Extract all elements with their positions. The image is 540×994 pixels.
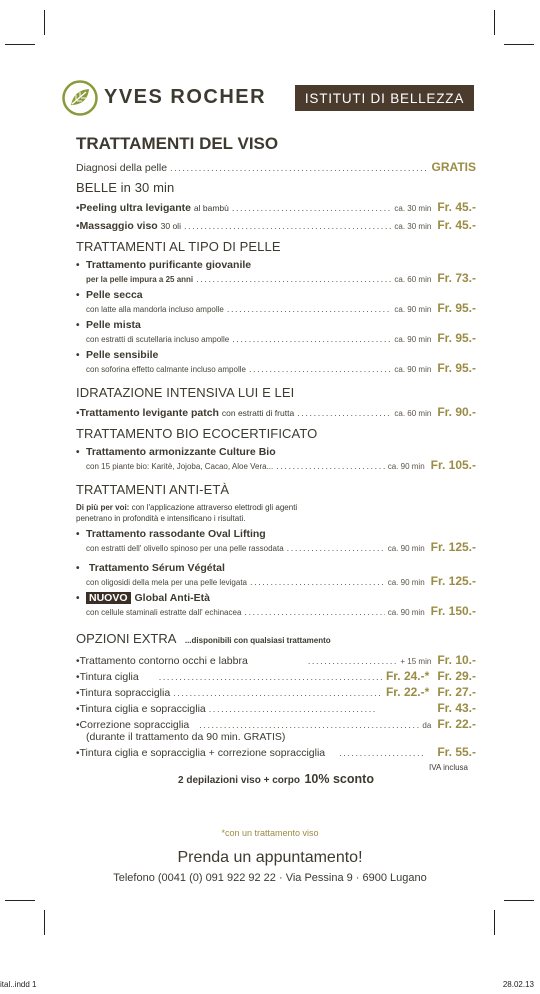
crop-mark-top-right-v	[494, 10, 495, 35]
section-title-opzioni: OPZIONI EXTRA ...disponibili con qualsiasi trattamento	[76, 631, 331, 646]
opzione-item: • Tintura ciglia e sopracciglia ..... Fr. 43.-	[76, 701, 476, 715]
item-price: Fr. 125.-	[430, 574, 476, 588]
leader-dots	[232, 334, 391, 345]
item-sub: con estratti dell' olivello spinoso per una pelle rassodata	[86, 544, 284, 553]
tipo-item	[76, 259, 476, 285]
antieta-item	[76, 528, 476, 554]
leader-dots	[196, 274, 391, 285]
item-price: Fr. 95.-	[437, 331, 476, 345]
crop-mark-top-left-h	[5, 44, 35, 45]
brand-name: YVES ROCHER	[104, 86, 267, 108]
item-name: • Trattamento rassodante Oval Lifting	[76, 528, 266, 540]
item-price: Fr. 95.-	[437, 361, 476, 375]
item-name: Peeling ultra levigante al bambù	[79, 202, 229, 214]
item-duration: ca. 30 min	[394, 222, 432, 231]
item-duration: ca. 90 min	[394, 335, 432, 344]
diagnosi-price: GRATIS	[431, 160, 476, 174]
item-sub: con cellule staminali estratte dall' echinacea	[86, 608, 242, 617]
item-duration: ca. 90 min	[387, 544, 425, 553]
section-title-antieta: TRATTAMENTI ANTI-ETÀ	[76, 482, 230, 497]
item-price: Fr. 90.-	[437, 405, 476, 419]
item-sub: con latte alla mandorla incluso ampolle	[86, 305, 224, 314]
bullet-icon: •	[76, 203, 80, 214]
print-slug-file: ital..indd 1	[0, 980, 37, 989]
leader-dots	[184, 221, 391, 232]
bullet-icon: •	[76, 221, 80, 232]
item-duration: ca. 90 min	[394, 365, 432, 374]
item-duration: ca. 90 min	[387, 608, 425, 617]
opzione-item: • Correzione sopracciglia ..... da Fr. 22.-	[76, 717, 476, 731]
item-name: Trattamento levigante patch con estratti di frutta	[79, 407, 295, 419]
opzione-item: • Tintura ciglia e sopracciglia + correzione sopracciglia ..... Fr. 55.-	[76, 745, 476, 759]
item-sub: con soforina effetto calmante incluso ampolle	[86, 365, 246, 374]
iva-note: IVA inclusa	[429, 763, 468, 772]
section-title-tipo: TRATTAMENTI AL TIPO DI PELLE	[76, 239, 281, 254]
leader-dots	[199, 720, 419, 731]
item-price: Fr. 45.-	[437, 200, 476, 214]
diagnosi-row	[76, 160, 476, 174]
antieta-item	[76, 592, 476, 618]
depilazioni-offer: 2 depilazioni viso + corpo 10% sconto	[178, 772, 374, 786]
banner-label: ISTITUTI DI BELLEZZA	[304, 90, 465, 106]
item-duration: ca. 90 min	[394, 305, 432, 314]
crop-mark-top-right-h	[504, 44, 534, 45]
antieta-item	[76, 562, 476, 588]
item-name: • Pelle mista	[76, 319, 141, 331]
contact-line: Telefono (0041 (0) 091 922 92 22 · Via Pessina 9 · 6900 Lugano	[113, 872, 427, 884]
section-title-belle: BELLE in 30 min	[76, 180, 175, 195]
crop-mark-bottom-left-h	[5, 900, 35, 901]
item-name: Massaggio viso 30 oli	[79, 220, 181, 232]
belle-item	[76, 200, 476, 214]
leader-dots	[339, 748, 423, 759]
bullet-icon: •	[76, 408, 80, 419]
item-price: Fr. 95.-	[437, 301, 476, 315]
footnote: *con un trattamento viso	[221, 828, 319, 838]
antieta-intro	[76, 502, 476, 524]
crop-mark-bottom-right-v	[494, 910, 495, 935]
appointment-cta: Prenda un appuntamento!	[177, 849, 363, 866]
leader-dots	[297, 408, 391, 419]
item-price: Fr. 125.-	[430, 540, 476, 554]
banner-istituti	[295, 85, 474, 111]
intro-line2: penetrano in profondità e intensificano i risultati.	[76, 514, 246, 523]
item-sub: con 15 piante bio: Karitè, Jojoba, Cacao, Aloe Vera...	[86, 462, 274, 471]
print-slug-date: 28.02.13	[502, 980, 534, 989]
item-name: • NUOVO Global Anti-Età	[76, 592, 210, 604]
leader-dots	[308, 656, 398, 667]
crop-mark-top-left-v	[44, 10, 45, 35]
item-sub: con estratti di scutellaria incluso ampolle	[86, 335, 230, 344]
correzione-note: (durante il trattamento da 90 min. GRATIS)	[86, 731, 286, 743]
crop-mark-bottom-left-v	[44, 910, 45, 935]
brand-logo	[62, 80, 98, 116]
leader-dots	[232, 203, 392, 214]
crop-mark-bottom-right-h	[504, 900, 534, 901]
intro-bold: Di più per voi:	[76, 503, 130, 512]
leader-dots	[209, 704, 378, 715]
item-name: • Trattamento purificante giovanile	[76, 259, 252, 271]
tipo-item	[76, 289, 476, 315]
item-price: Fr. 73.-	[437, 271, 476, 285]
item-sub: per la pelle impura a 25 anni	[86, 275, 194, 284]
item-duration: ca. 90 min	[387, 462, 425, 471]
item-name: • Pelle sensibile	[76, 349, 159, 361]
opzione-item: • Trattamento contorno occhi e labbra ..... + 15 min Fr. 10.-	[76, 653, 476, 667]
leader-dots	[159, 672, 383, 683]
bio-item	[76, 446, 476, 472]
section-title-idratazione: IDRATAZIONE INTENSIVA LUI E LEI	[76, 385, 295, 400]
tipo-item	[76, 319, 476, 345]
leader-dots	[287, 543, 385, 554]
leader-dots	[276, 461, 385, 472]
leader-dots	[227, 304, 392, 315]
opzione-item: • Tintura ciglia ..... Fr. 24.-* Fr. 29.-	[76, 669, 476, 683]
opzione-item: • Tintura sopracciglia ..... Fr. 22.-* Fr. 27.-	[76, 685, 476, 699]
diagnosi-label: Diagnosi della pelle	[76, 162, 168, 174]
new-badge: NUOVO	[86, 592, 131, 604]
leader-dots	[250, 577, 385, 588]
price-list	[76, 134, 476, 788]
leader-dots	[249, 364, 391, 375]
idratazione-item	[76, 405, 476, 419]
section-title-bio: TRATTAMENTO BIO ECOCERTIFICATO	[76, 426, 318, 441]
item-duration: ca. 60 min	[394, 409, 432, 418]
intro-rest: con l'applicazione attraverso elettrodi gli agenti	[131, 503, 298, 512]
leader-dots	[170, 163, 428, 174]
item-name: • Trattamento armonizzante Culture Bio	[76, 446, 276, 458]
tipo-item	[76, 349, 476, 375]
section-title-viso: TRATTAMENTI DEL VISO	[76, 134, 279, 153]
item-name: • Pelle secca	[76, 289, 143, 301]
item-price: Fr. 150.-	[430, 604, 476, 618]
item-sub: con oligosidi della mela per una pelle levigata	[86, 578, 247, 587]
item-name: • Trattamento Sérum Végétal	[76, 562, 225, 574]
leader-dots	[173, 688, 383, 699]
leaf-logo-icon	[62, 80, 98, 116]
item-price: Fr. 45.-	[437, 218, 476, 232]
item-duration: ca. 60 min	[394, 275, 432, 284]
item-duration: ca. 90 min	[387, 578, 425, 587]
item-duration: ca. 30 min	[394, 204, 432, 213]
belle-item	[76, 218, 476, 232]
item-price: Fr. 105.-	[430, 458, 476, 472]
leader-dots	[244, 607, 384, 618]
